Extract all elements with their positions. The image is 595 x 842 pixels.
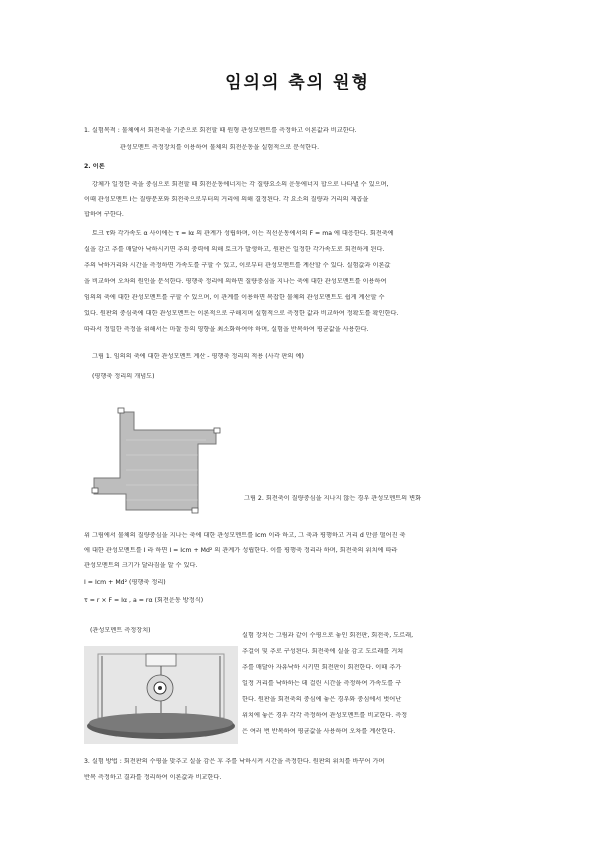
paragraph-line: 추걸이 및 추로 구성된다. 회전축에 실을 감고 도르래를 거쳐 bbox=[242, 648, 404, 655]
intro-line: 1. 실험목적 : 물체에서 회전축을 기준으로 회전할 때 원형 관성모멘트를 측정하고 이론값과 비교한다. bbox=[84, 127, 357, 134]
equation: I = Icm + Md² (평행축 정리) bbox=[84, 579, 166, 586]
figure-caption: 그림 1. 임의의 축에 대한 관성모멘트 계산 - 평행축 정리의 적용 (사각 판의 예) bbox=[92, 353, 304, 360]
paragraph-line: 위 그림에서 물체의 질량중심을 지나는 축에 대한 관성모멘트를 Icm 이라 하고, 그 축과 평행하고 거리 d 만큼 떨어진 축 bbox=[84, 532, 406, 539]
figure-label: (관성모멘트 측정장치) bbox=[90, 627, 151, 634]
paragraph-line: 일정 거리를 낙하하는 데 걸린 시간을 측정하여 가속도를 구 bbox=[242, 680, 402, 687]
paragraph-line: 임의의 축에 대한 관성모멘트를 구할 수 있으며, 이 관계를 이용하면 복잡한 물체의 관성모멘트도 쉽게 계산할 수 bbox=[84, 294, 385, 301]
intro-line: 관성모멘트 측정장치를 이용하여 물체의 회전운동을 실험적으로 분석한다. bbox=[120, 144, 320, 151]
paragraph-line: 토크 τ와 각가속도 α 사이에는 τ = Iα 의 관계가 성립하며, 이는 직선운동에서의 F = ma 에 대응한다. 회전축에 bbox=[92, 230, 394, 237]
paragraph-line: 추를 매달아 자유낙하 시키면 회전판이 회전한다. 이때 추가 bbox=[242, 664, 402, 671]
paragraph-line: 에 대한 관성모멘트를 I 라 하면 I = Icm + Md² 의 관계가 성립한다. 이를 평행축 정리라 하며, 회전축의 위치에 따라 bbox=[84, 547, 398, 554]
figure-label: (평행축 정리의 개념도) bbox=[92, 373, 155, 380]
section-heading: 2. 이론 bbox=[84, 163, 105, 170]
paragraph-line: 합하여 구한다. bbox=[84, 211, 124, 218]
paragraph-line: 관성모멘트의 크기가 달라짐을 알 수 있다. bbox=[84, 562, 198, 569]
paragraph-line: 은 여러 번 반복하여 평균값을 사용하며 오차를 계산한다. bbox=[242, 728, 396, 735]
paragraph-line: 강체가 일정한 축을 중심으로 회전할 때 회전운동에너지는 각 질량요소의 운동에너지 합으로 나타낼 수 있으며, bbox=[92, 181, 389, 188]
paragraph-line: 실을 감고 추를 매달아 낙하시키면 추의 중력에 의해 토크가 발생하고, 원판은 일정한 각가속도로 회전하게 된다. bbox=[84, 246, 385, 253]
moment-apparatus-figure bbox=[84, 646, 238, 744]
equation: τ = r × F = Iα , a = rα (회전운동 방정식) bbox=[84, 597, 204, 604]
paragraph-line: 을 비교하여 오차의 원인을 분석한다. 평행축 정리에 의하면 질량중심을 지나는 축에 대한 관성모멘트를 이용하여 bbox=[84, 278, 387, 285]
paragraph-line: 있다. 원판의 중심축에 대한 관성모멘트는 이론적으로 구해지며 실험적으로 측정한 값과 비교하여 정확도를 확인한다. bbox=[84, 310, 399, 317]
paragraph-line: 한다. 원판을 회전축의 중심에 놓은 경우와 중심에서 벗어난 bbox=[242, 696, 402, 703]
paragraph-line: 위치에 놓은 경우 각각 측정하여 관성모멘트를 비교한다. 측정 bbox=[242, 712, 408, 719]
paragraph-line: 반복 측정하고 결과를 정리하여 이론값과 비교한다. bbox=[84, 774, 222, 781]
paragraph-line: 3. 실험 방법 : 회전판의 수평을 맞추고 실을 감은 후 추를 낙하시켜 시간을 측정한다. 원판의 위치를 바꾸어 가며 bbox=[84, 758, 385, 765]
parallel-axis-figure bbox=[86, 400, 246, 525]
paragraph-line: 이때 관성모멘트 I는 질량분포와 회전축으로부터의 거리에 의해 결정된다. 각 요소의 질량과 거리의 제곱을 bbox=[84, 196, 369, 203]
paragraph-line: 추의 낙하거리와 시간을 측정하면 가속도를 구할 수 있고, 이로부터 관성모멘트를 계산할 수 있다. 실험값과 이론값 bbox=[84, 262, 391, 269]
page-title: 임의의 축의 원형 bbox=[225, 73, 370, 93]
paragraph-line: 실험 장치는 그림과 같이 수평으로 놓인 회전판, 회전축, 도르래, bbox=[242, 632, 414, 639]
figure-side-text: 그림 2. 회전축이 질량중심을 지나지 않는 경우 관성모멘트의 변화 bbox=[244, 495, 422, 502]
paragraph-line: 따라서 정밀한 측정을 위해서는 마찰 등의 영향을 최소화하여야 하며, 실험을 반복하여 평균값을 사용한다. bbox=[84, 326, 369, 333]
